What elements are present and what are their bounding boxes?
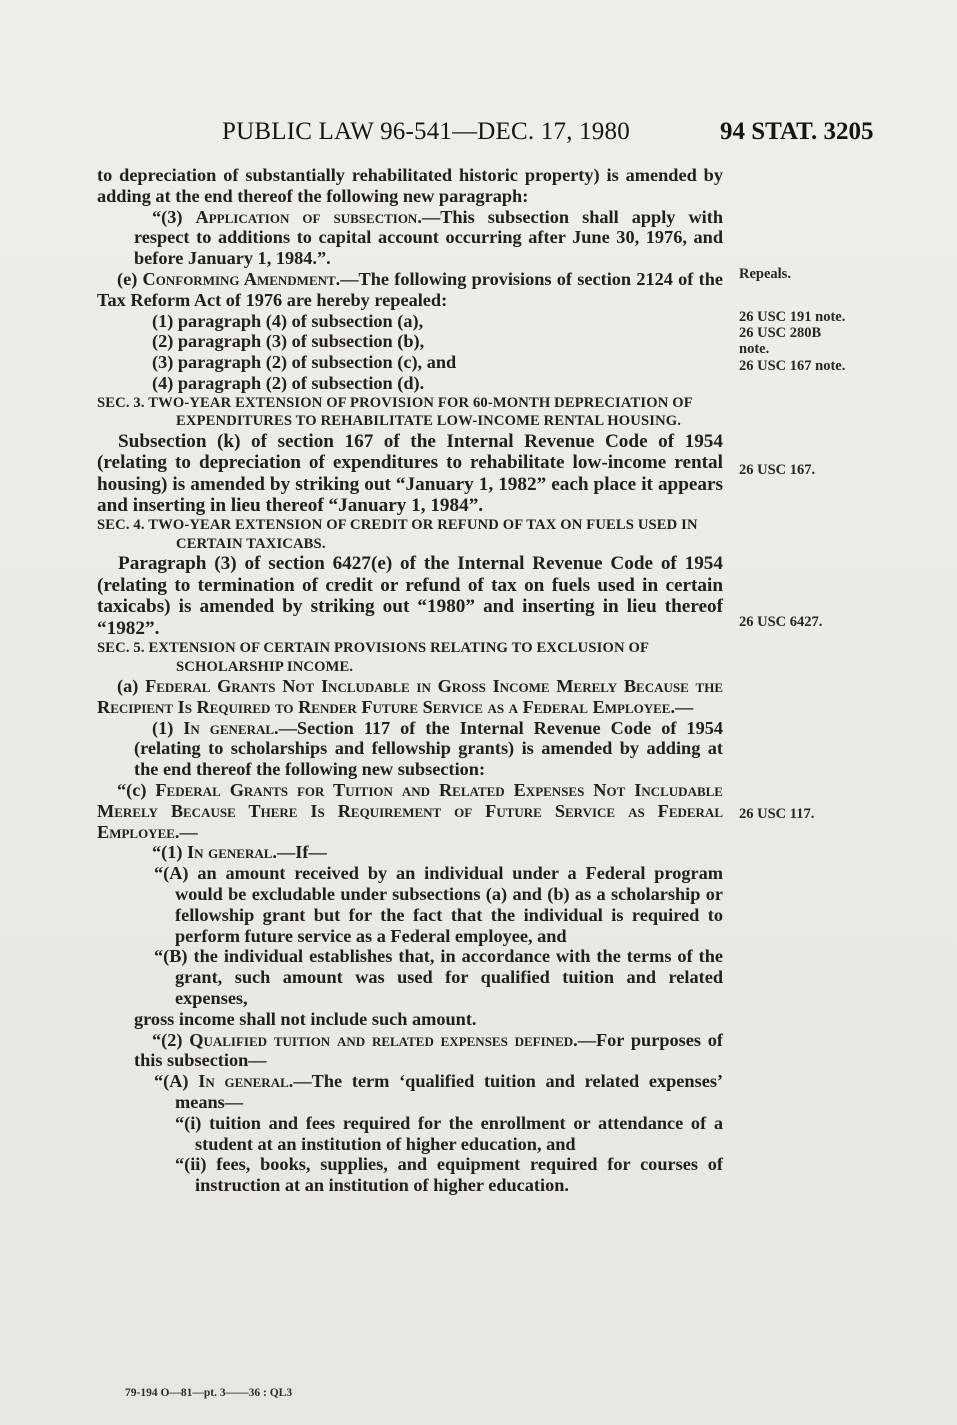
paragraph-conforming-amendment — [97, 269, 723, 311]
para-number: (1) — [152, 717, 184, 738]
para-heading: Federal Grants for Tuition and Related Expenses Not Includable Merely Because There Is Requirement of Future Service as Federal Employee. — [97, 780, 723, 842]
clause-c1-B: “(B) the individual establishes that, in accordance with the terms of the grant, such amount was used for qualified tuition and related expenses, — [154, 946, 723, 1008]
clause-c1-A: “(A) an amount received by an individual under a Federal program would be excludable under subsections (a) and (b) as a scholarship or fellowship grant but for the fact that the individual is required to perform future service as a Federal employee, and — [154, 863, 723, 946]
section-4-body: Paragraph (3) of section 6427(e) of the Internal Revenue Code of 1954 (relating to termination of credit or refund of tax on fuels used in certain taxicabs) is amended by striking out “1980” and inserting in lieu thereof “1982”. — [97, 553, 723, 639]
para-number: “(c) — [117, 780, 156, 800]
margin-note-26usc167: 26 USC 167. — [739, 462, 816, 478]
para-number: “(1) — [152, 842, 188, 863]
paragraph-continuation: to depreciation of substantially rehabilitated historic property) is amended by adding at the end thereof the following new paragraph: — [97, 165, 723, 206]
list-item: (4) paragraph (2) of subsection (d). — [152, 372, 425, 393]
new-subsection-c — [97, 780, 723, 842]
para-heading: Qualified tuition and related expenses defined. — [189, 1029, 578, 1050]
subsection-a — [97, 676, 723, 718]
para-body: —The term ‘qualified tuition and related expenses’ means— — [175, 1071, 724, 1112]
margin-note-26usc280b: 26 USC 280B note. — [739, 325, 822, 357]
header-stat-page: 94 STAT. 3205 — [720, 118, 874, 145]
paragraph-c2 — [97, 1030, 723, 1072]
para-heading: Federal Grants Not Includable in Gross Income Merely Because the Recipient Is Required to Render Future Service as a Federal Employee. — [97, 676, 723, 717]
para-dash: — — [675, 696, 694, 717]
para-body: —Section 117 of the Internal Revenue Code of 1954 (relating to scholarships and fellowship grants) is amended by adding at the end thereof the following new subsection: — [134, 717, 723, 780]
para-number: “(3) — [152, 206, 196, 227]
para-heading: Conforming Amendment. — [142, 268, 341, 289]
section-3-heading: SEC. 3. TWO-YEAR EXTENSION OF PROVISION FOR 60-MONTH DEPRECIATION OF EXPENDITURES TO REHABILITATE LOW-INCOME RENTAL HOUSING. — [97, 394, 693, 430]
section-3-body: Subsection (k) of section 167 of the Internal Revenue Code of 1954 (relating to depreciation of expenditures to rehabilitate low-income rental housing) is amended by striking out “January 1, 1982” each place it appears and inserting in lieu thereof “January 1, 1984”. — [97, 430, 723, 516]
para-number: “(A) — [154, 1071, 199, 1092]
para-dash: — — [179, 821, 198, 842]
list-item: (2) paragraph (3) of subsection (b), — [152, 331, 425, 352]
body-text — [97, 165, 723, 1196]
margin-note-26usc167-note: 26 USC 167 note. — [739, 358, 846, 374]
list-item: (1) paragraph (4) of subsection (a), — [152, 310, 424, 331]
margin-note-repeals: Repeals. — [739, 266, 791, 282]
print-job-footer: 79-194 O—81—pt. 3——36 : QL3 — [125, 1387, 293, 1399]
para-number: (a) — [117, 676, 146, 697]
para-heading: Application of subsection. — [195, 206, 422, 227]
para-body: —This subsection shall apply with respect to additions to capital account occurring after June 30, 1976, and before January 1, 1984.”. — [134, 206, 724, 269]
page-header — [0, 118, 957, 150]
para-number: (e) — [117, 268, 143, 289]
para-heading: In general. — [187, 842, 277, 863]
para-heading: In general. — [198, 1071, 294, 1092]
margin-note-26usc191: 26 USC 191 note. — [739, 309, 846, 325]
section-4-heading: SEC. 4. TWO-YEAR EXTENSION OF CREDIT OR REFUND OF TAX ON FUELS USED IN CERTAIN TAXICABS. — [97, 517, 698, 552]
paragraph-application-subsection — [97, 207, 723, 269]
header-title: PUBLIC LAW 96-541—DEC. 17, 1980 — [222, 118, 630, 145]
para-body: —If— — [276, 842, 327, 863]
clause-c2-A-ii: “(ii) fees, books, supplies, and equipment required for courses of instruction at an institution of higher education. — [175, 1154, 723, 1196]
para-number: “(2) — [152, 1029, 190, 1050]
paragraph-a1 — [97, 718, 723, 780]
para-heading: In general. — [183, 717, 279, 738]
flush-text-gross-income: gross income shall not include such amount. — [134, 1008, 477, 1029]
paragraph-c1 — [97, 842, 723, 863]
para-body: —For purposes of this subsection— — [134, 1029, 723, 1071]
list-item: (3) paragraph (2) of subsection (c), and — [152, 352, 457, 373]
margin-note-26usc6427: 26 USC 6427. — [739, 614, 823, 630]
margin-note-26usc117: 26 USC 117. — [739, 806, 815, 822]
section-5-heading: SEC. 5. EXTENSION OF CERTAIN PROVISIONS RELATING TO EXCLUSION OF SCHOLARSHIP INCOME. — [97, 640, 649, 675]
para-body: —The following provisions of section 2124 of the Tax Reform Act of 1976 are hereby repealed: — [97, 268, 723, 310]
clause-c2-A — [97, 1071, 723, 1113]
clause-c2-A-i: “(i) tuition and fees required for the enrollment or attendance of a student at an institution of higher education, and — [175, 1112, 723, 1154]
